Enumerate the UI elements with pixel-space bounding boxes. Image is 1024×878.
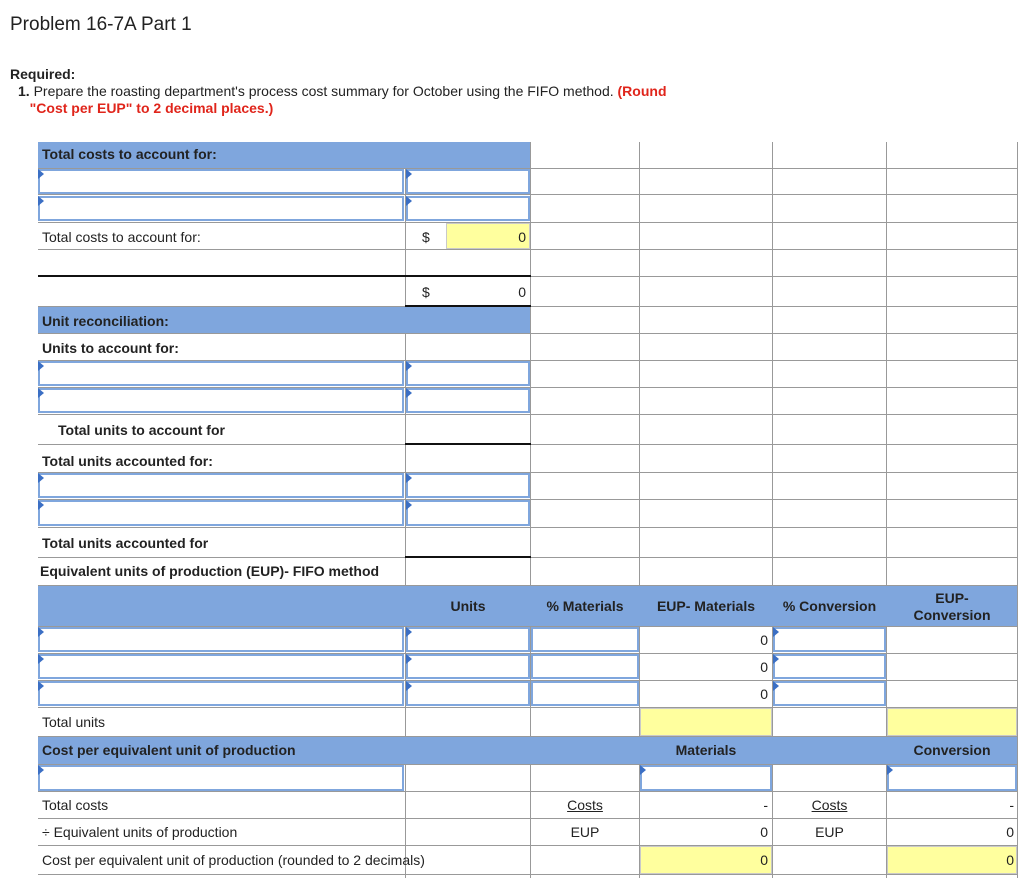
cpeu-result-label: Cost per equivalent unit of production (rounded to 2 decimals) — [42, 852, 425, 868]
costs-header: Total costs to account for: — [42, 146, 217, 162]
cpeu-materials-input[interactable] — [640, 765, 772, 791]
col-eup-conversion-2: Conversion — [913, 607, 991, 623]
dropdown-arrow-icon — [406, 500, 412, 510]
total-eup-materials-cell — [640, 708, 772, 736]
dropdown-arrow-icon — [406, 361, 412, 371]
eup-header: Equivalent units of production (EUP)- FIFO method — [40, 563, 380, 579]
required-instructions: Prepare the roasting department's process cost summary for October using the FIFO method. — [33, 83, 614, 99]
currency-symbol-2: $ — [422, 284, 430, 300]
cpeu-conversion-input[interactable] — [887, 765, 1017, 791]
materials-costs-value: - — [763, 797, 768, 813]
col-pct-materials: % Materials — [546, 598, 624, 614]
eup-label-input-1[interactable] — [38, 627, 404, 652]
cpeu-header: Cost per equivalent unit of production — [42, 742, 296, 758]
accounted-value-input-2[interactable] — [406, 500, 530, 526]
units-accounted-label: Total units accounted for: — [42, 453, 213, 469]
dropdown-arrow-icon — [38, 196, 44, 206]
unit-recon-header: Unit reconciliation: — [42, 313, 169, 329]
col-units: Units — [450, 598, 486, 614]
total-units-label: Total units — [42, 714, 106, 730]
col-pct-conversion: % Conversion — [782, 598, 877, 614]
eup-pct-conversion-input-1[interactable] — [773, 627, 886, 652]
divide-eup-label: ÷ Equivalent units of production — [42, 824, 238, 840]
materials-costs-word: Costs — [567, 797, 603, 813]
dropdown-arrow-icon — [406, 196, 412, 206]
dropdown-arrow-icon — [406, 388, 412, 398]
dropdown-arrow-icon — [406, 627, 412, 637]
dropdown-arrow-icon — [38, 500, 44, 510]
dropdown-arrow-icon — [406, 681, 412, 691]
conversion-costs-value: - — [1009, 797, 1014, 813]
cost-value-input-1[interactable] — [406, 169, 530, 194]
eup-units-input-3[interactable] — [406, 681, 530, 706]
eup-pct-materials-input-1[interactable] — [531, 627, 639, 652]
conversion-eup-word: EUP — [815, 824, 844, 840]
cpeu-conversion-header: Conversion — [913, 742, 991, 758]
dropdown-arrow-icon — [38, 388, 44, 398]
units-value-input-2[interactable] — [406, 388, 530, 413]
dropdown-arrow-icon — [773, 627, 779, 637]
accounted-label-input-2[interactable] — [38, 500, 404, 526]
dropdown-arrow-icon — [640, 765, 646, 775]
eup-materials-value-3: 0 — [760, 686, 768, 702]
units-label-input-1[interactable] — [38, 361, 404, 386]
eup-label-input-2[interactable] — [38, 654, 404, 679]
total-costs-row-label: Total costs — [42, 797, 109, 813]
conversion-eup-value: 0 — [1006, 824, 1014, 840]
total-eup-conversion-cell — [887, 708, 1017, 736]
dropdown-arrow-icon — [406, 473, 412, 483]
eup-pct-conversion-input-2[interactable] — [773, 654, 886, 679]
conversion-costs-word: Costs — [811, 797, 848, 813]
dropdown-arrow-icon — [38, 765, 44, 775]
total-costs-value: 0 — [518, 229, 526, 245]
cpeu-materials-header: Materials — [675, 742, 737, 758]
dropdown-arrow-icon — [38, 473, 44, 483]
dropdown-arrow-icon — [406, 654, 412, 664]
cpeu-label-input[interactable] — [38, 765, 404, 791]
required-number: 1. — [18, 83, 30, 99]
dropdown-arrow-icon — [38, 681, 44, 691]
materials-result-value: 0 — [760, 852, 768, 868]
units-to-account-label: Units to account for: — [42, 340, 179, 356]
materials-eup-word: EUP — [570, 824, 600, 840]
total-units-to-account: Total units to account for — [58, 422, 225, 438]
accounted-value-input-1[interactable] — [406, 473, 530, 498]
units-label-input-2[interactable] — [38, 388, 404, 413]
eup-units-input-2[interactable] — [406, 654, 530, 679]
dropdown-arrow-icon — [38, 654, 44, 664]
dropdown-arrow-icon — [38, 169, 44, 179]
page-title: Problem 16-7A Part 1 — [10, 14, 192, 35]
dropdown-arrow-icon — [773, 681, 779, 691]
total-units-accounted: Total units accounted for — [42, 535, 209, 551]
accounted-label-input-1[interactable] — [38, 473, 404, 498]
dropdown-arrow-icon — [38, 627, 44, 637]
eup-units-input-1[interactable] — [406, 627, 530, 652]
cost-label-input-1[interactable] — [38, 169, 404, 194]
currency-symbol: $ — [422, 229, 430, 245]
dropdown-arrow-icon — [38, 361, 44, 371]
total-costs-value-2: 0 — [518, 284, 526, 300]
eup-materials-value-1: 0 — [760, 632, 768, 648]
dropdown-arrow-icon — [773, 654, 779, 664]
units-value-input-1[interactable] — [406, 361, 530, 386]
conversion-result-value: 0 — [1006, 852, 1014, 868]
col-eup-conversion-1: EUP- — [935, 590, 969, 606]
col-eup-conversion — [887, 590, 1017, 624]
materials-eup-value: 0 — [760, 824, 768, 840]
eup-pct-materials-input-3[interactable] — [531, 681, 639, 706]
dropdown-arrow-icon — [887, 765, 893, 775]
rounding-note-2: "Cost per EUP" to 2 decimal places.) — [29, 100, 274, 116]
eup-materials-value-2: 0 — [760, 659, 768, 675]
eup-label-input-3[interactable] — [38, 681, 404, 706]
rounding-note-1: (Round — [617, 83, 667, 99]
eup-pct-conversion-input-3[interactable] — [773, 681, 886, 706]
required-label: Required: — [10, 66, 76, 82]
col-eup-materials: EUP- Materials — [656, 598, 756, 614]
eup-pct-materials-input-2[interactable] — [531, 654, 639, 679]
cost-value-input-2[interactable] — [406, 196, 530, 221]
required-text — [18, 83, 758, 117]
total-costs-label: Total costs to account for: — [42, 229, 201, 245]
cost-label-input-2[interactable] — [38, 196, 404, 221]
dropdown-arrow-icon — [406, 169, 412, 179]
